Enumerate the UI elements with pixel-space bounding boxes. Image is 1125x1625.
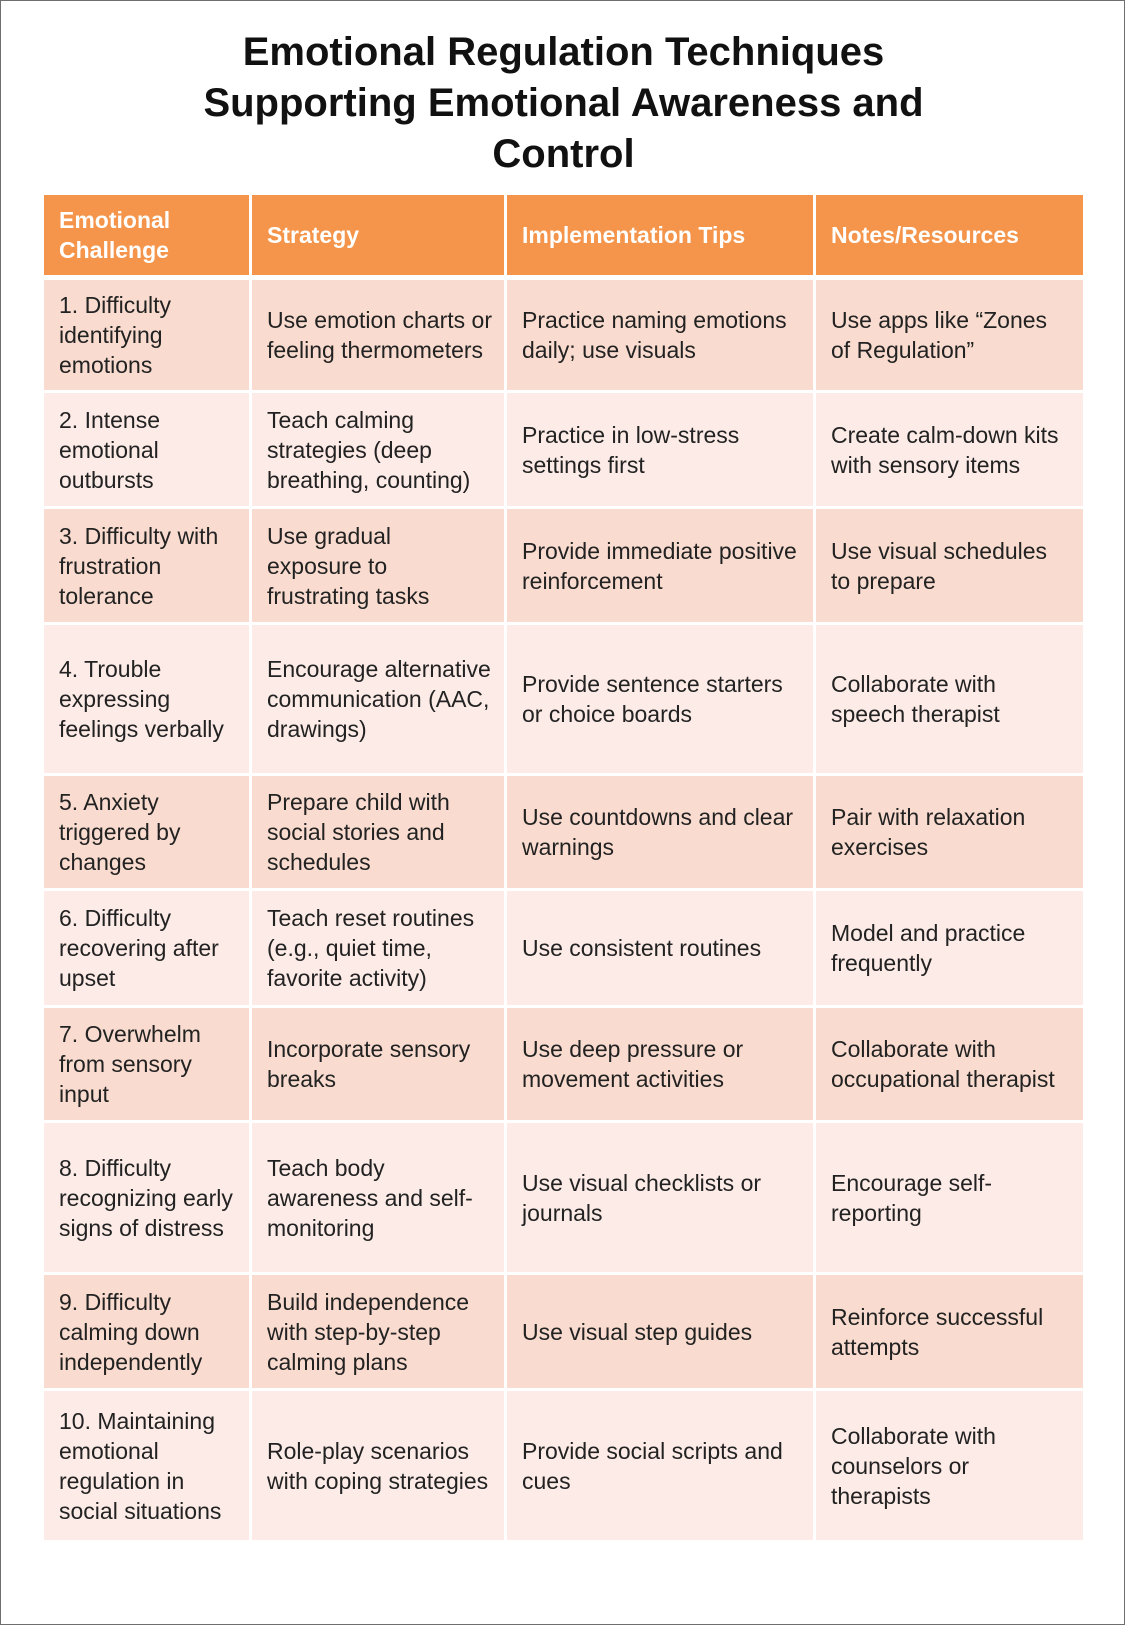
table-row xyxy=(44,509,1083,625)
tips-cell: Use visual checklists or journals xyxy=(507,1123,816,1275)
notes-cell: Collaborate with occupational therapist xyxy=(816,1008,1083,1123)
notes-cell: Collaborate with speech therapist xyxy=(816,625,1083,776)
table-row xyxy=(44,393,1083,509)
notes-cell: Collaborate with counselors or therapists xyxy=(816,1391,1083,1540)
table-row xyxy=(44,280,1083,393)
strategy-cell: Role-play scenarios with coping strategies xyxy=(252,1391,507,1540)
document-title xyxy=(61,27,1066,180)
notes-cell: Use visual schedules to prepare xyxy=(816,509,1083,625)
header-strategy: Strategy xyxy=(252,195,507,280)
title-line-3: Control xyxy=(492,132,635,176)
table-row xyxy=(44,1391,1083,1540)
header-implementation-tips: Implementation Tips xyxy=(507,195,816,280)
notes-cell: Create calm-down kits with sensory items xyxy=(816,393,1083,509)
challenge-cell: 9. Difficulty calming down independently xyxy=(44,1275,252,1391)
table-row xyxy=(44,1008,1083,1123)
strategy-cell: Encourage alternative communication (AAC, drawings) xyxy=(252,625,507,776)
challenge-cell: 5. Anxiety triggered by changes xyxy=(44,776,252,891)
title-line-1: Emotional Regulation Techniques xyxy=(242,30,885,74)
tips-cell: Use deep pressure or movement activities xyxy=(507,1008,816,1123)
challenge-cell: 10. Maintaining emotional regulation in social situations xyxy=(44,1391,252,1540)
challenge-cell: 2. Intense emotional outbursts xyxy=(44,393,252,509)
techniques-table xyxy=(44,195,1083,1540)
table-row xyxy=(44,625,1083,776)
title-line-2: Supporting Emotional Awareness and xyxy=(203,81,924,125)
notes-cell: Model and practice frequently xyxy=(816,891,1083,1008)
strategy-cell: Teach body awareness and self-monitoring xyxy=(252,1123,507,1275)
tips-cell: Practice naming emotions daily; use visuals xyxy=(507,280,816,393)
table-header xyxy=(44,195,1083,280)
strategy-cell: Use gradual exposure to frustrating tasks xyxy=(252,509,507,625)
tips-cell: Provide immediate positive reinforcement xyxy=(507,509,816,625)
strategy-cell: Build independence with step-by-step calming plans xyxy=(252,1275,507,1391)
notes-cell: Use apps like “Zones of Regulation” xyxy=(816,280,1083,393)
tips-cell: Provide social scripts and cues xyxy=(507,1391,816,1540)
strategy-cell: Teach reset routines (e.g., quiet time, favorite activity) xyxy=(252,891,507,1008)
table-row xyxy=(44,1123,1083,1275)
table-row xyxy=(44,1275,1083,1391)
notes-cell: Reinforce successful attempts xyxy=(816,1275,1083,1391)
strategy-cell: Incorporate sensory breaks xyxy=(252,1008,507,1123)
challenge-cell: 1. Difficulty identifying emotions xyxy=(44,280,252,393)
strategy-cell: Use emotion charts or feeling thermometers xyxy=(252,280,507,393)
challenge-cell: 8. Difficulty recognizing early signs of distress xyxy=(44,1123,252,1275)
challenge-cell: 4. Trouble expressing feelings verbally xyxy=(44,625,252,776)
challenge-cell: 7. Overwhelm from sensory input xyxy=(44,1008,252,1123)
challenge-cell: 6. Difficulty recovering after upset xyxy=(44,891,252,1008)
table-body xyxy=(44,280,1083,1540)
header-emotional-challenge: Emotional Challenge xyxy=(44,195,252,280)
tips-cell: Use consistent routines xyxy=(507,891,816,1008)
strategy-cell: Teach calming strategies (deep breathing, counting) xyxy=(252,393,507,509)
strategy-cell: Prepare child with social stories and schedules xyxy=(252,776,507,891)
tips-cell: Practice in low-stress settings first xyxy=(507,393,816,509)
header-notes-resources: Notes/Resources xyxy=(816,195,1083,280)
tips-cell: Provide sentence starters or choice boards xyxy=(507,625,816,776)
header-row xyxy=(44,195,1083,280)
notes-cell: Pair with relaxation exercises xyxy=(816,776,1083,891)
tips-cell: Use countdowns and clear warnings xyxy=(507,776,816,891)
challenge-cell: 3. Difficulty with frustration tolerance xyxy=(44,509,252,625)
table-row xyxy=(44,891,1083,1008)
table-row xyxy=(44,776,1083,891)
notes-cell: Encourage self-reporting xyxy=(816,1123,1083,1275)
tips-cell: Use visual step guides xyxy=(507,1275,816,1391)
